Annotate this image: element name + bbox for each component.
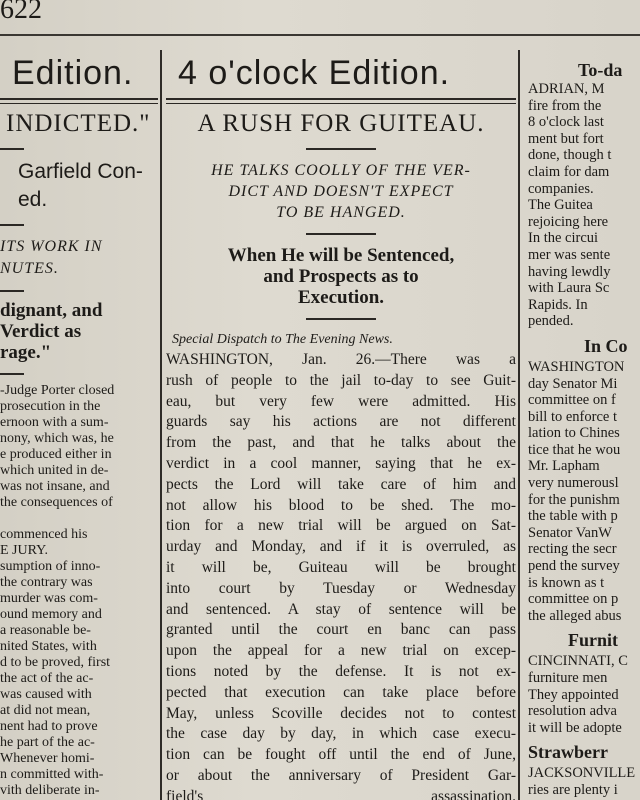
text-line: commenced his — [0, 527, 88, 542]
right-article-body-2 — [524, 359, 640, 625]
text-line: rush of people to the jail to-day to see Guit- — [166, 371, 516, 389]
text-line: rejoicing here — [528, 213, 609, 230]
rule — [0, 290, 24, 292]
text-line: pected that execution can take place before — [166, 683, 516, 701]
text-line: verdict in a cool manner, saying that he ex- — [166, 454, 516, 472]
text-line: In the circui — [528, 230, 599, 247]
text-line: resolution adva — [528, 703, 617, 720]
text-line: the act of the ac- — [0, 671, 94, 686]
right-headline-2: In Co — [584, 335, 628, 356]
bold-deck — [166, 245, 516, 308]
text-line: he part of the ac- — [0, 735, 95, 750]
text-line: Rapids. In — [528, 296, 588, 313]
text-line: tions noted by the defense. It is not ex- — [166, 662, 516, 680]
text-line: mer was sente — [528, 246, 611, 263]
text-line: the case day by day, in which case execu- — [166, 725, 516, 743]
left-bold-deck — [0, 300, 158, 363]
text-line: the table with p — [528, 508, 618, 525]
text-line: upon the appeal for a new trial on excep- — [166, 642, 516, 660]
text-line: guards say his actions are not different — [166, 413, 516, 431]
text-line: vith deliberate in- — [0, 783, 100, 798]
text-line: ernoon with a sum- — [0, 415, 109, 430]
text-line: ADRIAN, M — [528, 81, 605, 97]
text-line: urday and Monday, and if it is overruled, as — [166, 538, 516, 556]
deck-line: TO BE HANGED. — [276, 204, 406, 221]
text-line: which united in de- — [0, 463, 109, 478]
text-line: e produced either in — [0, 447, 112, 462]
text-line: granted until the court en banc can pass — [166, 621, 516, 639]
deck-line: DICT AND DOESN'T EXPECT — [228, 183, 454, 200]
text-line — [0, 511, 158, 527]
left-subhead — [0, 158, 158, 214]
deck-line: dignant, and — [0, 300, 103, 321]
text-line: tion can be fought off until the end of June, — [166, 746, 516, 764]
text-line: at did not mean, — [0, 703, 91, 718]
top-rule — [0, 34, 640, 36]
text-line: was not insane, and — [0, 479, 110, 494]
rule — [306, 233, 376, 235]
text-line: furniture men — [528, 670, 608, 686]
text-line: WASHINGTON — [528, 358, 625, 375]
text-line: day Senator Mi — [528, 375, 618, 392]
text-line: E JURY. — [0, 543, 48, 558]
text-line: Mr. Lapham — [528, 458, 600, 475]
text-line: ries are plenty i — [528, 781, 618, 798]
deck-line: NUTES. — [0, 260, 59, 277]
text-line: CINCINNATI, C — [528, 653, 628, 670]
text-line: eau, but very few were admitted. His — [166, 392, 516, 410]
text-line: a reasonable be- — [0, 623, 91, 638]
text-line: sumption of inno- — [0, 559, 101, 574]
right-column — [524, 46, 640, 800]
text-line: ound memory and — [0, 607, 102, 622]
text-line: bill to enforce t — [528, 408, 617, 425]
text-line: Senator VanW — [528, 524, 612, 541]
text-line: from the past, and that he talks about the — [166, 434, 516, 452]
rule — [0, 224, 24, 226]
middle-column — [166, 46, 516, 800]
right-article-body-4 — [524, 765, 640, 798]
right-headline: To-da — [578, 60, 623, 80]
deck-line: HE TALKS COOLLY OF THE VER- — [211, 162, 471, 179]
text-line: into court by Tuesday or Wednesday — [166, 579, 516, 597]
text-line: companies. — [528, 180, 594, 197]
left-italic-deck — [0, 234, 158, 280]
text-line: They appointed — [528, 686, 619, 703]
text-line: pended. — [528, 313, 574, 330]
text-line: it will be, Guiteau will be brought — [166, 558, 516, 576]
text-line: and sentenced. A stay of sentence will be — [166, 600, 516, 618]
article-body — [166, 350, 516, 800]
text-line: May, unless Scoville decides not to contest — [166, 704, 516, 722]
text-line: the consequences of — [0, 495, 113, 510]
text-line: it will be adopte — [528, 719, 622, 736]
text-line: nony, which was, he — [0, 431, 114, 446]
right-article-body-3 — [524, 653, 640, 736]
deck-line: Execution. — [297, 287, 385, 308]
rule — [0, 148, 24, 150]
text-line: claim for dam — [528, 163, 610, 180]
text-line: ment but fort — [528, 130, 604, 147]
page-number: 622 — [0, 0, 42, 25]
subhead-line: ed. — [18, 188, 48, 211]
text-line: recting the secr — [528, 541, 617, 558]
text-line: tice that he wou — [528, 441, 621, 458]
right-article-body — [524, 81, 640, 330]
text-line: with Laura Sc — [528, 280, 610, 297]
text-line: the contrary was — [0, 575, 93, 590]
text-line: field's assassination. — [166, 787, 516, 800]
text-line: The Guitea — [528, 197, 593, 214]
text-line: for the punishm — [528, 491, 620, 508]
text-line: or about the anniversary of President Gar- — [166, 766, 516, 784]
text-line: was caused with — [0, 687, 92, 702]
deck-line: and Prospects as to — [263, 266, 419, 287]
text-line: the alleged abus — [528, 607, 622, 624]
left-headline: INDICTED." — [6, 110, 151, 137]
rule — [306, 148, 376, 150]
right-headline-3: Furnit — [568, 630, 619, 651]
text-line: very numerousl — [528, 475, 619, 492]
text-line: having lewdly — [528, 263, 611, 280]
edition-banner: 4 o'clock Edition. — [178, 54, 451, 92]
rule — [0, 373, 24, 375]
left-edition-banner: Edition. — [12, 54, 134, 92]
subhead-line: Garfield Con- — [18, 160, 143, 183]
deck-line: When He will be Sentenced, — [227, 245, 455, 266]
text-line: nited States, with — [0, 639, 97, 654]
text-line: prosecution in the — [0, 399, 101, 414]
text-line: -Judge Porter closed — [0, 383, 115, 398]
text-line: d to be proved, first — [0, 655, 111, 670]
text-line: murder was com- — [0, 591, 98, 606]
text-line: committee on p — [528, 591, 619, 608]
text-line: Whenever homi- — [0, 751, 95, 766]
column-rule-left — [160, 50, 162, 800]
text-line: done, though t — [528, 147, 612, 164]
text-line: nent had to prove — [0, 719, 98, 734]
rule — [306, 318, 376, 320]
text-line: n committed with- — [0, 767, 104, 782]
text-line: is known as t — [528, 574, 605, 591]
text-line: pend the survey — [528, 558, 620, 575]
text-line: lation to Chines — [528, 425, 620, 442]
text-line: tion for a new trial will be argued on Sat- — [166, 517, 516, 535]
text-line: not allow his blood to be shed. The mo- — [166, 496, 516, 514]
column-rule-right — [518, 50, 520, 800]
text-line: fire from the — [528, 97, 602, 114]
text-line: JACKSONVILLE — [528, 765, 636, 782]
deck-line: Verdict as — [0, 321, 82, 342]
dispatch-credit: Special Dispatch to The Evening News. — [172, 332, 393, 347]
text-line: committee on f — [528, 392, 616, 409]
deck-line: rage." — [0, 342, 52, 363]
right-headline-4: Strawberr — [528, 742, 608, 763]
text-line: WASHINGTON, Jan. 26.—There was a — [166, 351, 516, 368]
double-rule — [0, 98, 158, 104]
double-rule — [166, 98, 516, 104]
left-article-body — [0, 383, 158, 799]
main-headline: A RUSH FOR GUITEAU. — [197, 110, 485, 137]
italic-deck — [166, 160, 516, 223]
deck-line: ITS WORK IN — [0, 238, 103, 255]
text-line: pects the Lord will take care of him and — [166, 475, 516, 493]
text-line: 8 o'clock last — [528, 114, 604, 131]
left-column — [0, 46, 158, 800]
